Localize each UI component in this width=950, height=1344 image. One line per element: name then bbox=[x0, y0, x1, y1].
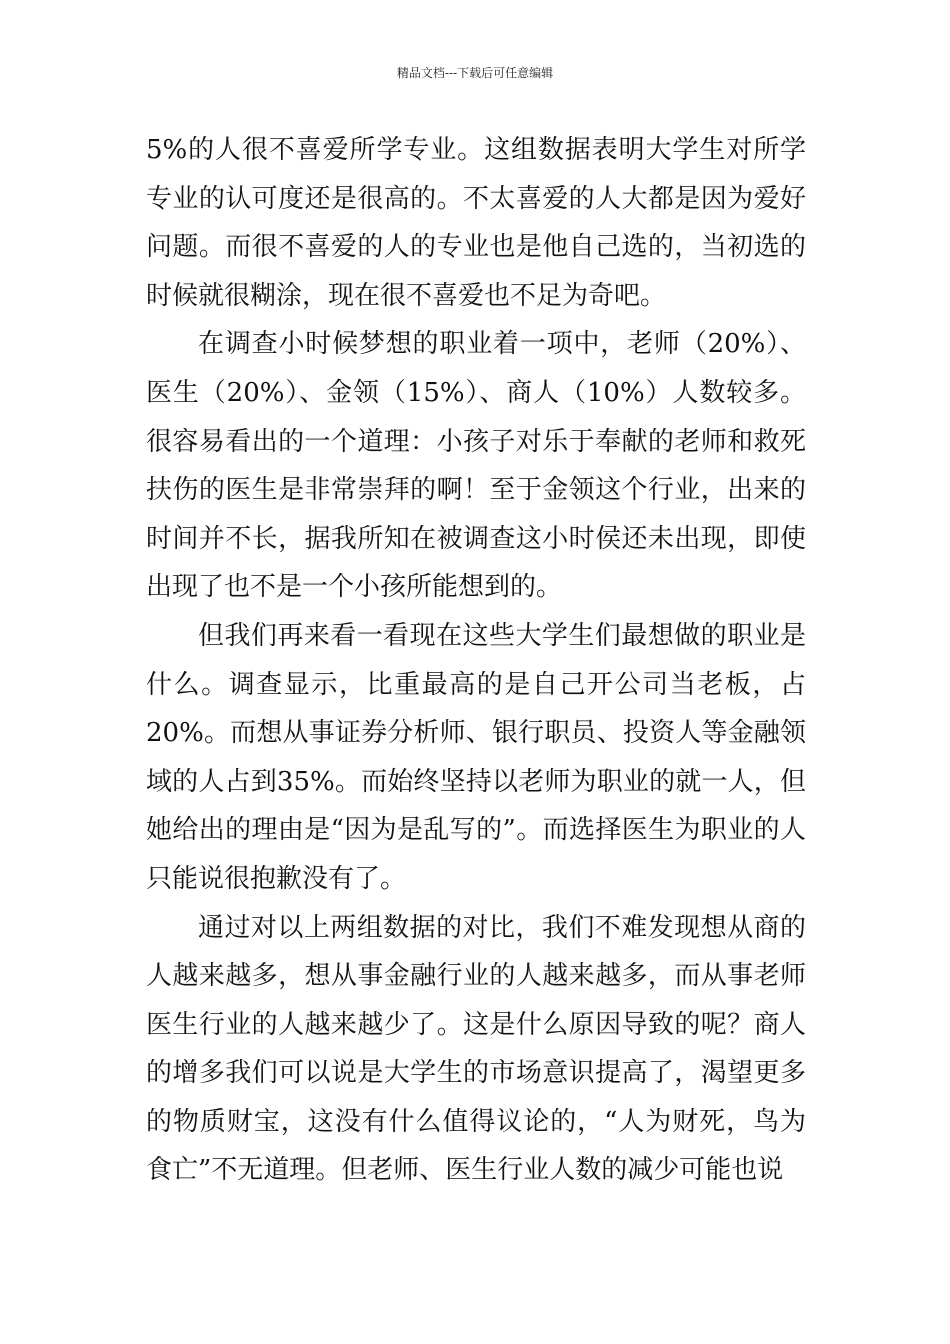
document-body bbox=[146, 126, 806, 1195]
paragraph-4: 通过对以上两组数据的对比，我们不难发现想从商的人越来越多，想从事金融行业的人越来越多，而从事老师医生行业的人越来越少了。这是什么原因导致的呢？商人的增多我们可以说是大学生的市场意识提高了，渴望更多的物质财宝，这没有什么值得议论的，“人为财死，鸟为食亡”不无道理。但老师、医生行业人数的减少可能也说 bbox=[146, 912, 806, 1186]
paragraph-3: 但我们再来看一看现在这些大学生们最想做的职业是什么。调查显示，比重最高的是自己开公司当老板，占20%。而想从事证券分析师、银行职员、投资人等金融领域的人占到35%。而始终坚持以老师为职业的就一人，但她给出的理由是“因为是乱写的”。而选择医生为职业的人只能说很抱歉没有了。 bbox=[146, 620, 806, 894]
page-header: 精品文档---下载后可任意编辑 bbox=[396, 66, 554, 80]
paragraph-1: 5%的人很不喜爱所学专业。这组数据表明大学生对所学专业的认可度还是很高的。不太喜爱的人大都是因为爱好问题。而很不喜爱的人的专业也是他自己选的，当初选的时候就很糊涂，现在很不喜爱也不足为奇吧。 bbox=[146, 135, 806, 311]
paragraph-2: 在调查小时候梦想的职业着一项中，老师（20%）、医生（20%）、金领（15%）、商人（10%）人数较多。很容易看出的一个道理：小孩子对乐于奉献的老师和救死扶伤的医生是非常崇拜的啊！至于金领这个行业，出来的时间并不长，据我所知在被调查这小时侯还未出现，即使出现了也不是一个小孩所能想到的。 bbox=[146, 329, 806, 603]
